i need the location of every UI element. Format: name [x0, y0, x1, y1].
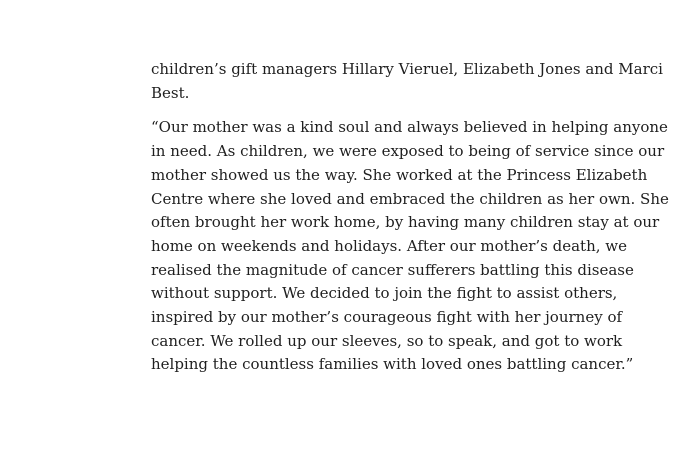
paragraph-line: home on weekends and holidays. After our mother’s death, we	[151, 236, 628, 255]
paragraph-line: inspired by our mother’s courageous fight with her journey of	[151, 308, 623, 327]
paragraph-line: without support. We decided to join the fight to assist others,	[151, 284, 618, 303]
paragraph-line: Centre where she loved and embraced the children as her own. She	[151, 189, 669, 208]
paragraph-line: cancer. We rolled up our sleeves, so to speak, and got to work	[151, 331, 623, 350]
quote-paragraph	[151, 116, 669, 377]
paragraph-line: “Our mother was a kind soul and always believed in helping anyone	[151, 118, 668, 137]
paragraph-line: Best.	[151, 83, 190, 102]
intro-paragraph	[151, 58, 663, 105]
paragraph-line: often brought her work home, by having many children stay at our	[151, 213, 660, 232]
paragraph-line: children’s gift managers Hillary Vieruel, Elizabeth Jones and Marci	[151, 60, 663, 78]
paragraph-line: mother showed us the way. She worked at the Princess Elizabeth	[151, 165, 648, 184]
article-body	[151, 58, 669, 377]
paragraph-line: in need. As children, we were exposed to being of service since our	[151, 142, 665, 161]
paragraph-line: helping the countless families with loved ones battling cancer.”	[151, 355, 634, 374]
paragraph-line: realised the magnitude of cancer sufferers battling this disease	[151, 260, 634, 279]
